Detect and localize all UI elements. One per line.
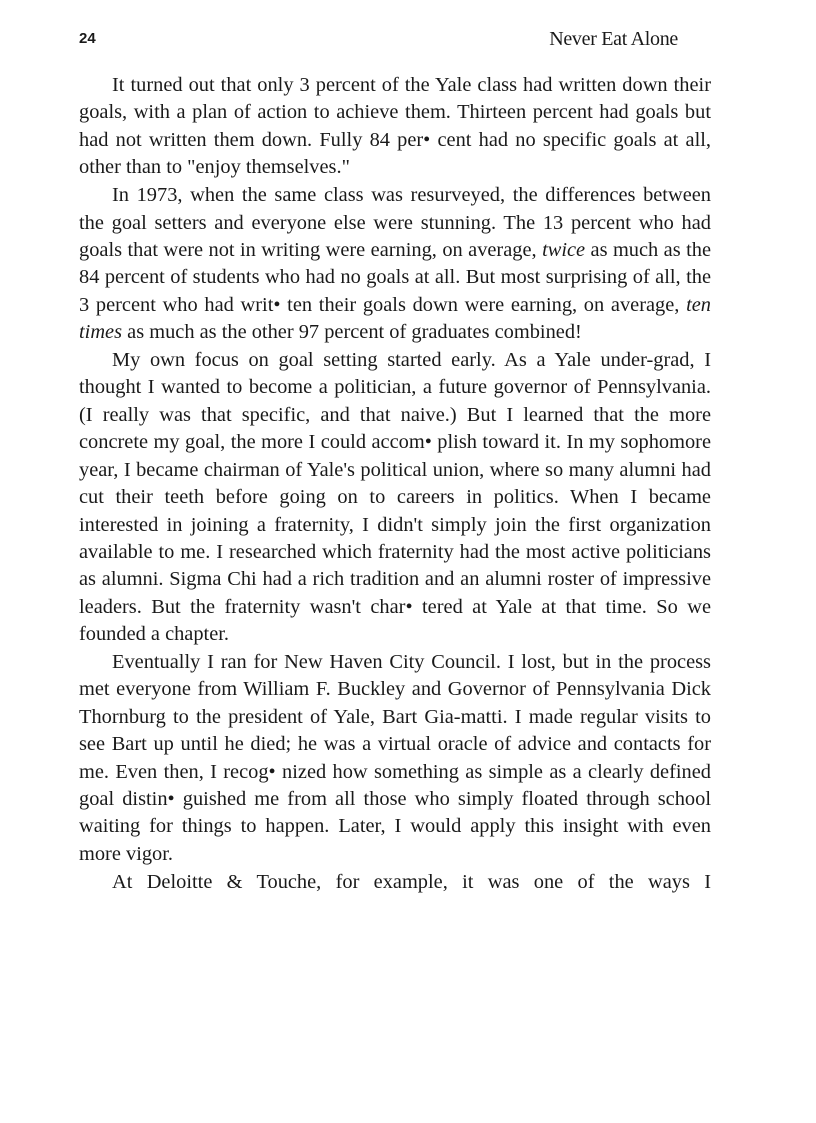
- paragraph-1-text: It turned out that only 3 percent of the Yale class had written down their goals, with a plan of action to achieve them. Thirteen percent had goals but had not written them down. Fully 84 per• cent had no specific goals at all, other than to "enjoy themselves.": [79, 74, 711, 179]
- paragraph-2-text-b: as much as the 84 percent of students who had no goals at all. But most surprising of all, the 3 percent who had writ• ten their goals down were earning, on average,: [79, 238, 712, 316]
- paragraph-3: [79, 347, 711, 648]
- paragraph-3-text: My own focus on goal setting started early. As a Yale under-grad, I thought I wanted to become a politician, a future governor of Pennsylvania. (I really was that specific, and that naive.) But I learned that the more concrete my goal, the more I could accom• plish toward it. In my sophomore year, I became chairman of Yale's political union, where so many alumni had cut their teeth before going on to careers in politics. When I became interested in joining a fraternity, I didn't simply join the first organization available to me. I researched which fraternity had the most active politicians as alumni. Sigma Chi had a rich tradition and an alumni roster of impressive leaders. But the fraternity wasn't char• tered at Yale at that time. So we founded a chapter.: [79, 349, 711, 646]
- paragraph-4-text: Eventually I ran for New Haven City Council. I lost, but in the process met everyone from William F. Buckley and Governor of Pennsylvania Dick Thornburg to the president of Yale, Bart Gia-matti. I made regular visits to see Bart up until he died; he was a virtual oracle of advice and contacts for me. Even then, I recog• nized how something as simple as a clearly defined goal distin• guished me from all those who simply floated through school waiting for things to happen. Later, I would apply this insight with even more vigor.: [79, 651, 711, 865]
- page-number: 24: [79, 30, 96, 47]
- running-head: Never Eat Alone: [549, 28, 678, 50]
- paragraph-2: [79, 182, 711, 346]
- emphasis-twice: twice: [542, 238, 586, 261]
- paragraph-2-text-c: as much as the other 97 percent of graduates combined!: [122, 321, 582, 344]
- emphasis-ten-times: ten times: [79, 293, 711, 344]
- paragraph-5: [79, 869, 711, 896]
- body-text: [79, 72, 711, 896]
- paragraph-1: [79, 72, 711, 182]
- paragraph-4: [79, 649, 711, 868]
- paragraph-2-text-a: In 1973, when the same class was resurveyed, the differences between the goal setters and everyone else were stunning. The 13 percent who had goals that were not in writing were earning, on average,: [79, 184, 711, 261]
- paragraph-5-text: At Deloitte & Touche, for example, it was one of the ways I: [112, 870, 711, 893]
